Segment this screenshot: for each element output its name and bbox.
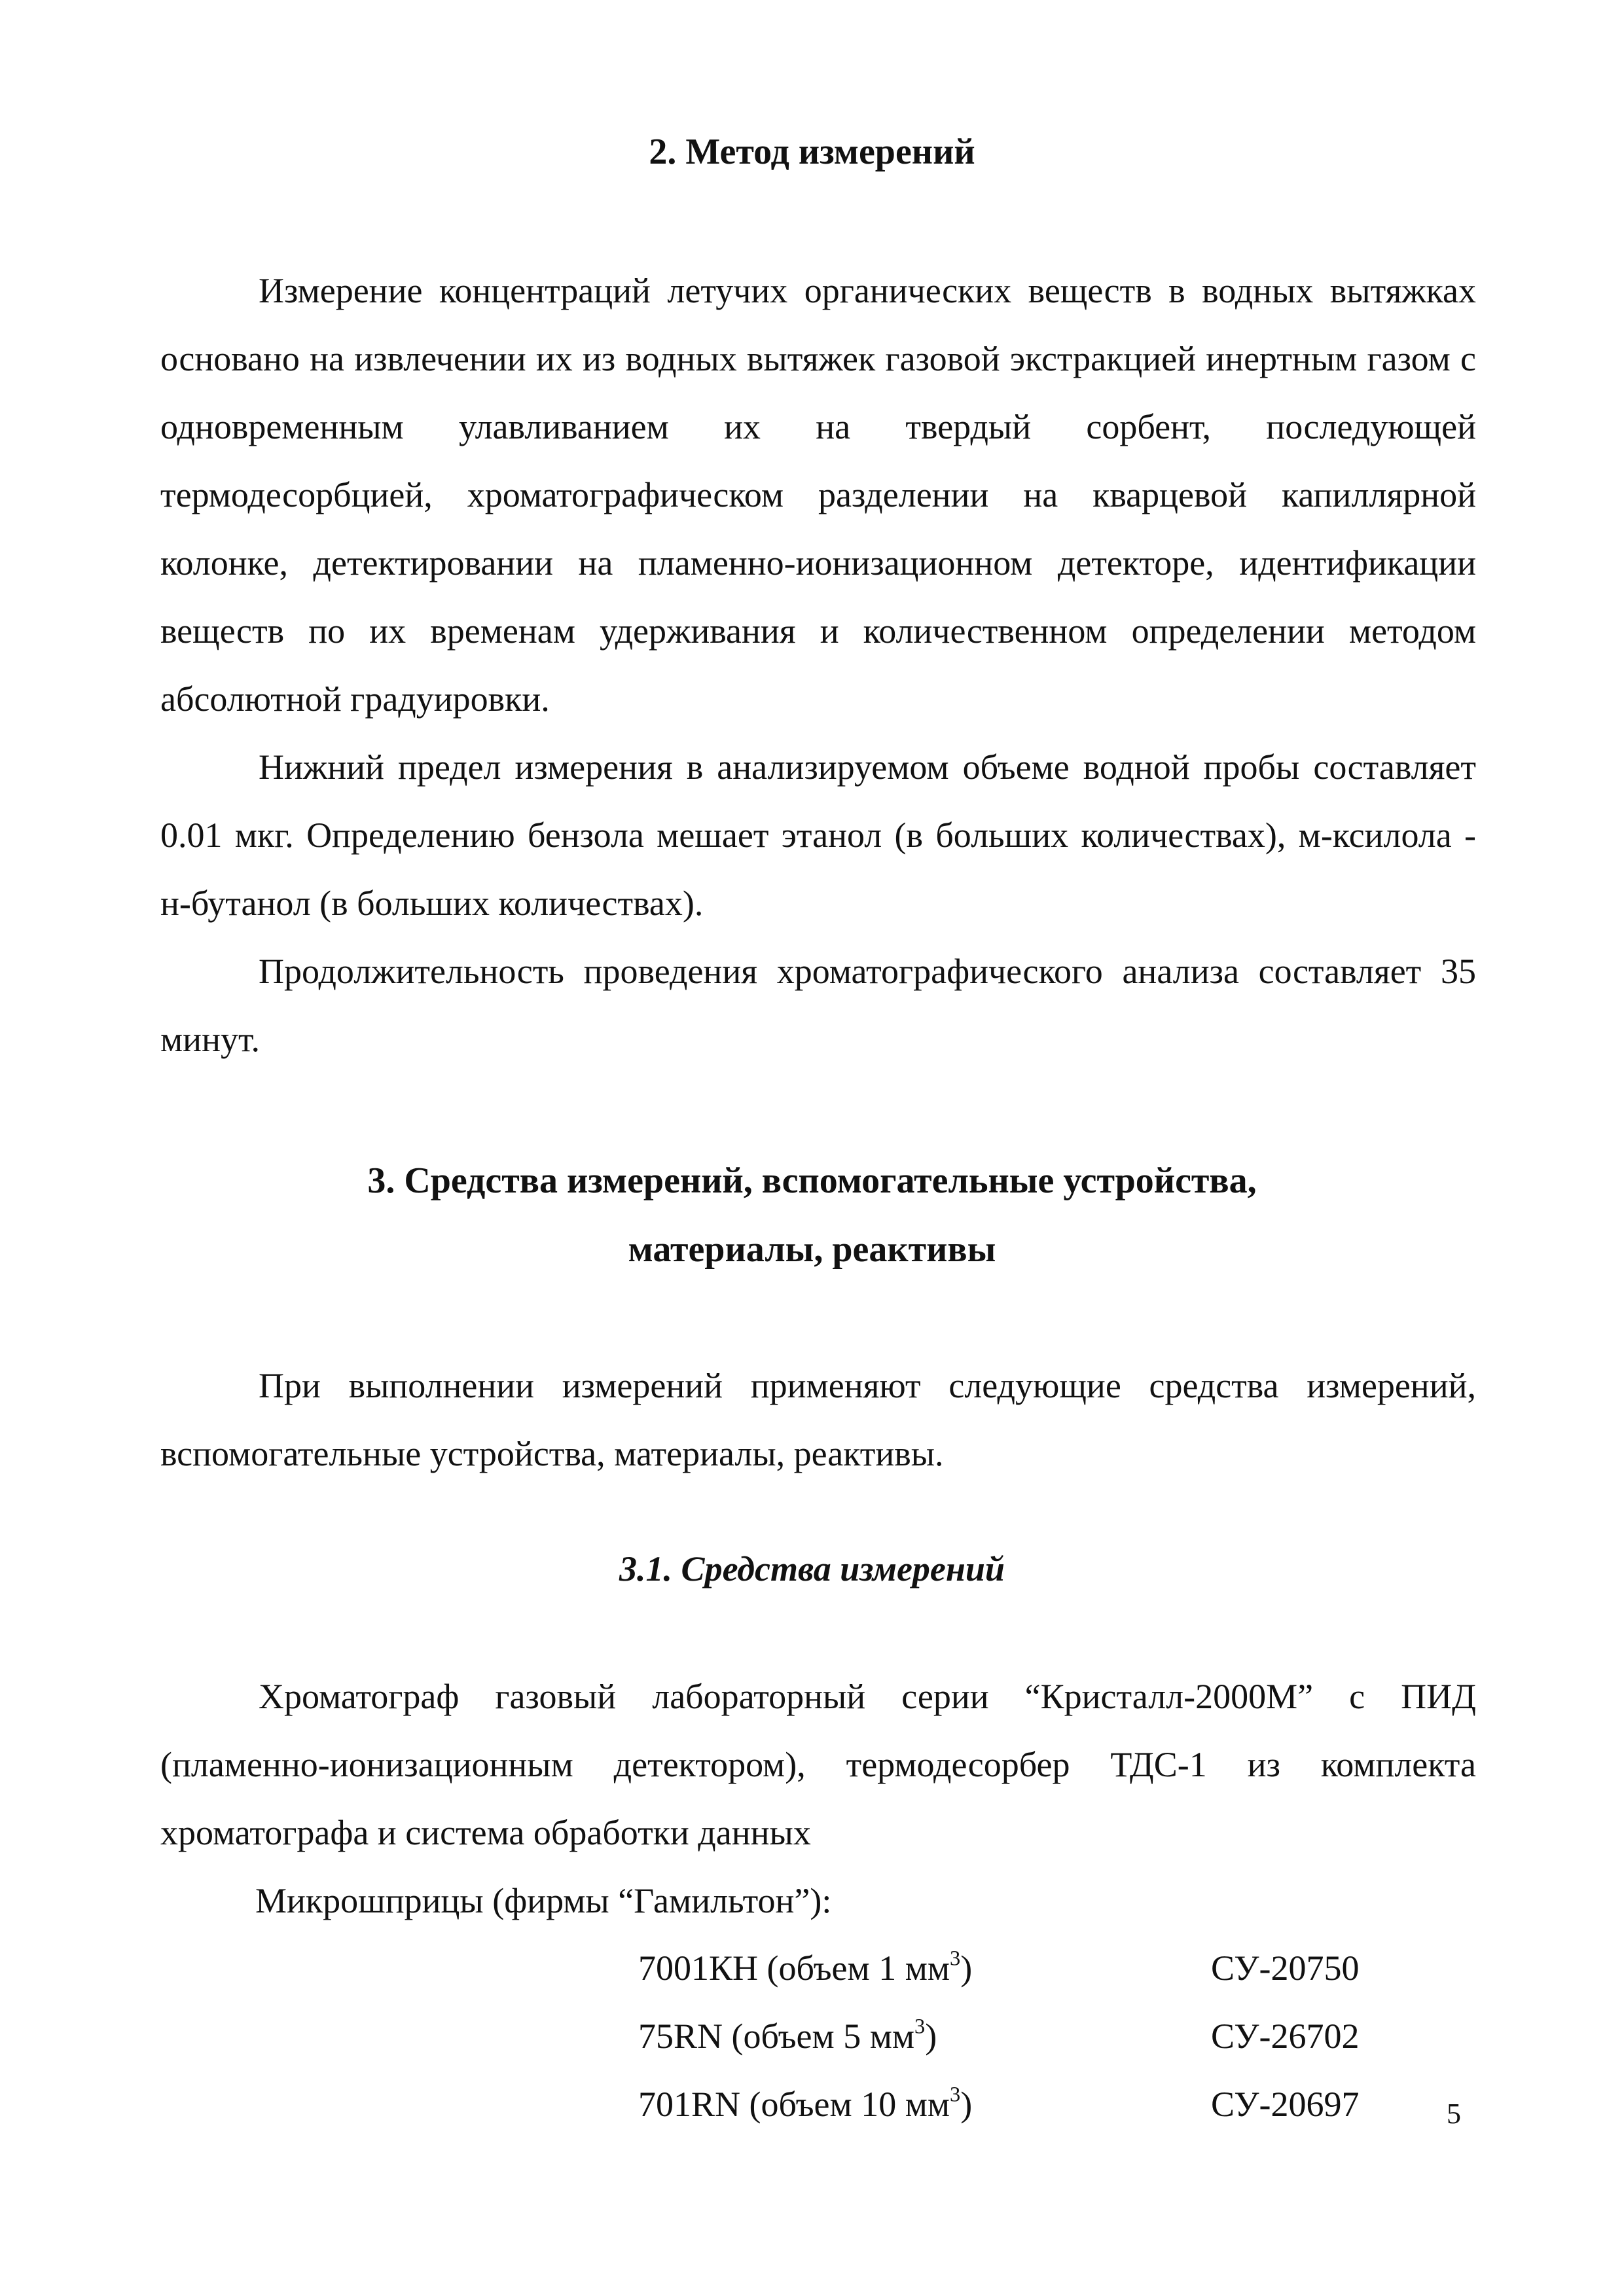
section-2-paragraph-3: Продолжительность проведения хроматографического анализа составляет 35 минут.	[160, 952, 1476, 1059]
syringe-row	[638, 2070, 1411, 2138]
syringe-model: 7001КН (объем 1 $мм^3$)	[638, 1946, 973, 1988]
section-3-heading-line-2: материалы, реактивы	[628, 1229, 996, 1270]
section-3-intro: При выполнении измерений применяют следующие средства измерений, вспомогательные устройства, материалы, реактивы.	[160, 1366, 1476, 1473]
section-3-heading-line-1: 3. Средства измерений, вспомогательные устройства,	[367, 1160, 1257, 1201]
syringe-model: 75RN (объем 5 $мм^3$)	[638, 2015, 937, 2056]
syringe-row	[638, 2002, 1411, 2070]
section-2-heading: 2. Метод измерений	[649, 132, 975, 172]
section-2-paragraph-2: Нижний предел измерения в анализируемом объеме водной пробы составляет 0.01 мкг. Определению бензола мешает этанол (в больших количествах), м-ксилола - н-бутанол (в больших количествах).	[160, 747, 1476, 923]
section-2-paragraph-1: Измерение концентраций летучих органических веществ в водных вытяжках основано на извлечении их из водных вытяжек газовой экстракцией инертным газом с одновременным улавливанием их на твердый сорбент, последующей термодесорбцией, хроматографическом разделении на кварцевой капиллярной колонке, детектировании на пламенно-ионизационном детекторе, идентификации веществ по их временам удерживания и количественном определении методом абсолютной градуировки.	[160, 271, 1476, 719]
syringe-code: СУ-20750	[1211, 1948, 1360, 1988]
syringe-row	[638, 1934, 1411, 2002]
subsection-3-1-paragraph: Хроматограф газовый лабораторный серии “Кристалл-2000М” с ПИД (пламенно-ионизационным детектором), термодесорбер ТДС-1 из комплекта хроматографа и система обработки данных	[160, 1677, 1476, 1852]
page-number: 5	[1447, 2098, 1461, 2130]
syringe-code: СУ-20697	[1211, 2085, 1360, 2124]
syringes-label: Микрошприцы (фирмы “Гамильтон”):	[255, 1881, 832, 1920]
syringe-model: 701RN (объем 10 $мм^3$)	[638, 2083, 973, 2124]
syringe-list	[638, 1934, 1411, 2138]
syringe-code: СУ-26702	[1211, 2017, 1360, 2056]
subsection-3-1-heading: 3.1. Средства измерений	[619, 1549, 1005, 1588]
